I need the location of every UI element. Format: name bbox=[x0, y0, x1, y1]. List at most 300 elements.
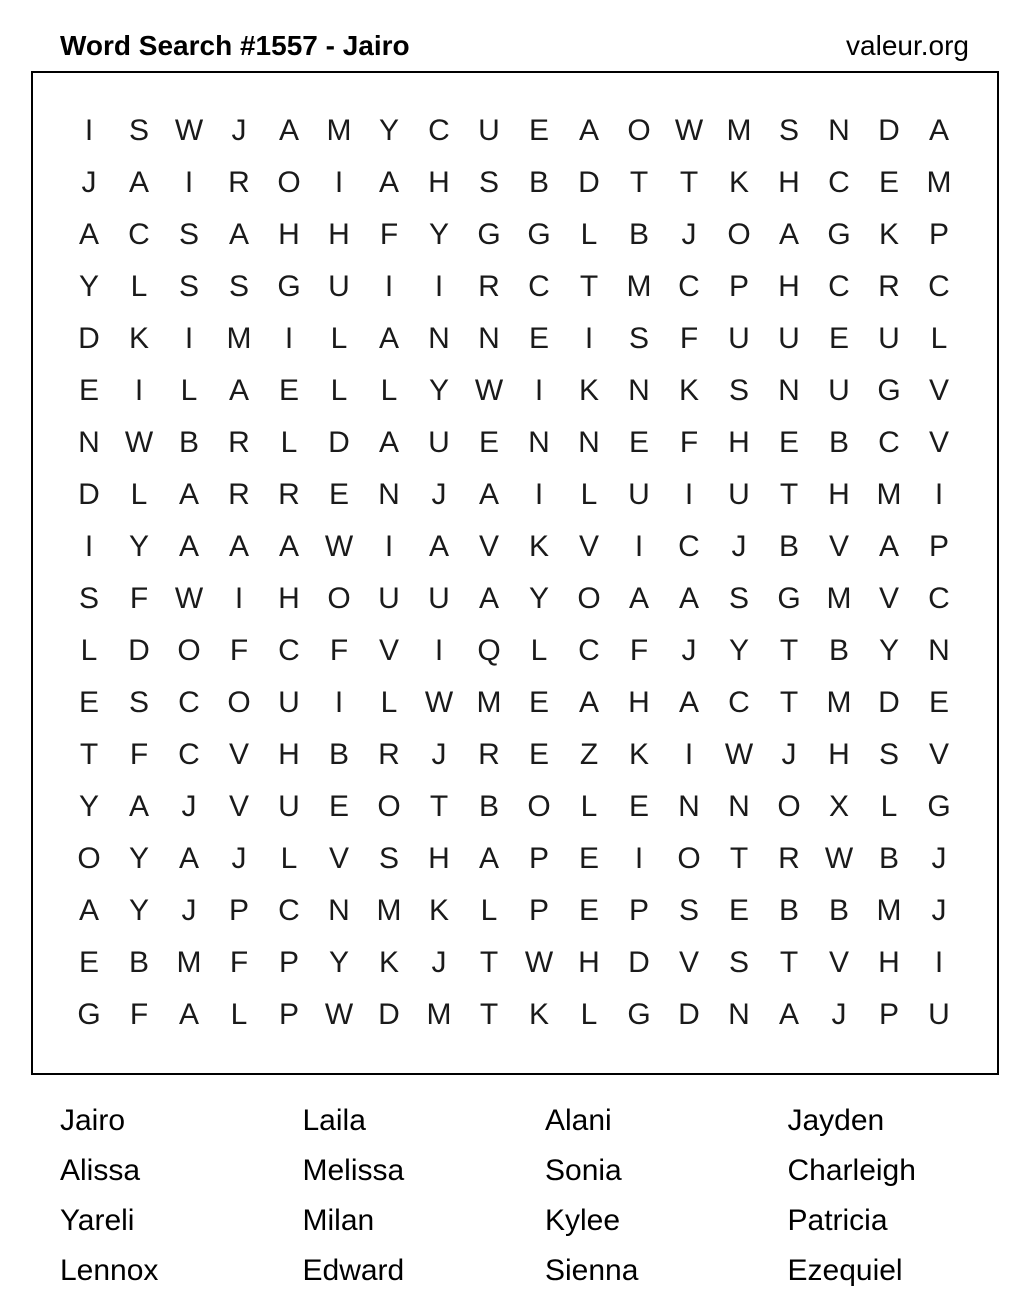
grid-letter[interactable]: U bbox=[328, 270, 350, 303]
grid-letter[interactable]: M bbox=[826, 582, 852, 615]
grid-letter[interactable]: M bbox=[876, 478, 902, 511]
grid-letter[interactable]: U bbox=[878, 322, 900, 355]
grid-letter[interactable]: H bbox=[828, 738, 850, 771]
grid-letter[interactable]: A bbox=[128, 790, 149, 823]
grid-letter[interactable]: Y bbox=[428, 374, 449, 407]
grid-letter[interactable]: E bbox=[928, 686, 949, 719]
grid-letter[interactable]: D bbox=[128, 634, 150, 667]
grid-letter[interactable]: V bbox=[928, 738, 949, 771]
grid-letter[interactable]: A bbox=[128, 166, 149, 199]
grid-letter[interactable]: W bbox=[674, 114, 704, 147]
grid-letter[interactable]: L bbox=[330, 374, 348, 407]
grid-letter[interactable]: M bbox=[376, 894, 402, 927]
grid-letter[interactable]: P bbox=[228, 894, 249, 927]
grid-letter[interactable]: J bbox=[931, 842, 947, 875]
grid-letter[interactable]: L bbox=[280, 426, 298, 459]
grid-letter[interactable]: H bbox=[278, 218, 300, 251]
grid-letter[interactable]: A bbox=[578, 686, 599, 719]
grid-letter[interactable]: R bbox=[228, 166, 250, 199]
grid-letter[interactable]: E bbox=[728, 894, 749, 927]
grid-letter[interactable]: K bbox=[628, 738, 649, 771]
grid-letter[interactable]: I bbox=[634, 842, 644, 875]
grid-letter[interactable]: Y bbox=[728, 634, 749, 667]
grid-letter[interactable]: Y bbox=[128, 842, 149, 875]
grid-letter[interactable]: Q bbox=[477, 634, 501, 667]
grid-letter[interactable]: K bbox=[528, 998, 549, 1031]
grid-letter[interactable]: U bbox=[928, 998, 950, 1031]
grid-letter[interactable]: O bbox=[527, 790, 551, 823]
grid-letter[interactable]: U bbox=[428, 426, 450, 459]
grid-letter[interactable]: C bbox=[678, 530, 700, 563]
grid-letter[interactable]: O bbox=[177, 634, 201, 667]
grid-letter[interactable]: U bbox=[278, 686, 300, 719]
grid-letter[interactable]: Y bbox=[378, 114, 399, 147]
grid-letter[interactable]: T bbox=[779, 478, 799, 511]
grid-letter[interactable]: U bbox=[428, 582, 450, 615]
grid-letter[interactable]: J bbox=[181, 894, 197, 927]
grid-letter[interactable]: A bbox=[678, 582, 699, 615]
grid-letter[interactable]: V bbox=[928, 374, 949, 407]
grid-letter[interactable]: E bbox=[528, 114, 549, 147]
grid-letter[interactable]: A bbox=[178, 998, 199, 1031]
grid-letter[interactable]: B bbox=[328, 738, 349, 771]
grid-letter[interactable]: W bbox=[174, 582, 204, 615]
grid-letter[interactable]: N bbox=[578, 426, 600, 459]
grid-letter[interactable]: S bbox=[128, 114, 149, 147]
grid-letter[interactable]: O bbox=[577, 582, 601, 615]
grid-letter[interactable]: I bbox=[434, 634, 444, 667]
grid-letter[interactable]: M bbox=[826, 686, 852, 719]
grid-letter[interactable]: P bbox=[528, 894, 549, 927]
grid-letter[interactable]: S bbox=[778, 114, 799, 147]
grid-letter[interactable]: C bbox=[128, 218, 150, 251]
grid-letter[interactable]: T bbox=[779, 634, 799, 667]
grid-letter[interactable]: K bbox=[578, 374, 599, 407]
grid-letter[interactable]: L bbox=[580, 998, 598, 1031]
grid-letter[interactable]: S bbox=[878, 738, 899, 771]
grid-letter[interactable]: P bbox=[878, 998, 899, 1031]
grid-letter[interactable]: T bbox=[729, 842, 749, 875]
grid-letter[interactable]: L bbox=[580, 478, 598, 511]
grid-letter[interactable]: T bbox=[779, 686, 799, 719]
grid-letter[interactable]: C bbox=[428, 114, 450, 147]
grid-letter[interactable]: M bbox=[326, 114, 352, 147]
grid-letter[interactable]: N bbox=[778, 374, 800, 407]
grid-letter[interactable]: R bbox=[228, 478, 250, 511]
grid-letter[interactable]: I bbox=[334, 166, 344, 199]
grid-letter[interactable]: D bbox=[78, 478, 100, 511]
grid-letter[interactable]: U bbox=[628, 478, 650, 511]
grid-letter[interactable]: C bbox=[528, 270, 550, 303]
grid-letter[interactable]: S bbox=[178, 218, 199, 251]
grid-letter[interactable]: W bbox=[724, 738, 754, 771]
grid-letter[interactable]: B bbox=[878, 842, 899, 875]
grid-letter[interactable]: V bbox=[828, 946, 849, 979]
grid-letter[interactable]: F bbox=[229, 946, 249, 979]
grid-letter[interactable]: E bbox=[528, 738, 549, 771]
grid-letter[interactable]: A bbox=[428, 530, 449, 563]
grid-letter[interactable]: H bbox=[778, 166, 800, 199]
grid-letter[interactable]: H bbox=[428, 842, 450, 875]
grid-letter[interactable]: S bbox=[228, 270, 249, 303]
grid-letter[interactable]: E bbox=[478, 426, 499, 459]
grid-letter[interactable]: C bbox=[928, 582, 950, 615]
grid-letter[interactable]: R bbox=[878, 270, 900, 303]
grid-letter[interactable]: L bbox=[580, 218, 598, 251]
grid-letter[interactable]: J bbox=[781, 738, 797, 771]
grid-letter[interactable]: K bbox=[378, 946, 399, 979]
grid-letter[interactable]: N bbox=[478, 322, 500, 355]
grid-letter[interactable]: N bbox=[728, 790, 750, 823]
grid-letter[interactable]: B bbox=[828, 634, 849, 667]
grid-letter[interactable]: S bbox=[128, 686, 149, 719]
grid-letter[interactable]: E bbox=[78, 946, 99, 979]
grid-letter[interactable]: G bbox=[277, 270, 301, 303]
grid-letter[interactable]: G bbox=[477, 218, 501, 251]
grid-letter[interactable]: R bbox=[378, 738, 400, 771]
grid-letter[interactable]: A bbox=[378, 426, 399, 459]
grid-letter[interactable]: O bbox=[77, 842, 101, 875]
grid-letter[interactable]: W bbox=[424, 686, 454, 719]
grid-letter[interactable]: T bbox=[779, 946, 799, 979]
grid-letter[interactable]: J bbox=[181, 790, 197, 823]
grid-letter[interactable]: I bbox=[134, 374, 144, 407]
grid-letter[interactable]: E bbox=[828, 322, 849, 355]
grid-letter[interactable]: L bbox=[80, 634, 98, 667]
grid-letter[interactable]: A bbox=[578, 114, 599, 147]
grid-letter[interactable]: I bbox=[534, 478, 544, 511]
grid-letter[interactable]: W bbox=[824, 842, 854, 875]
grid-letter[interactable]: I bbox=[84, 530, 94, 563]
grid-letter[interactable]: F bbox=[229, 634, 249, 667]
grid-letter[interactable]: A bbox=[78, 894, 99, 927]
grid-letter[interactable]: G bbox=[927, 790, 951, 823]
grid-letter[interactable]: I bbox=[234, 582, 244, 615]
grid-letter[interactable]: G bbox=[877, 374, 901, 407]
grid-letter[interactable]: H bbox=[628, 686, 650, 719]
grid-letter[interactable]: I bbox=[934, 478, 944, 511]
grid-letter[interactable]: A bbox=[278, 114, 299, 147]
grid-letter[interactable]: T bbox=[479, 998, 499, 1031]
grid-letter[interactable]: P bbox=[628, 894, 649, 927]
grid-letter[interactable]: U bbox=[728, 322, 750, 355]
grid-letter[interactable]: C bbox=[828, 166, 850, 199]
grid-letter[interactable]: M bbox=[726, 114, 752, 147]
grid-letter[interactable]: T bbox=[579, 270, 599, 303]
grid-letter[interactable]: D bbox=[678, 998, 700, 1031]
grid-letter[interactable]: C bbox=[928, 270, 950, 303]
grid-letter[interactable]: J bbox=[431, 478, 447, 511]
grid-letter[interactable]: G bbox=[827, 218, 851, 251]
grid-letter[interactable]: G bbox=[777, 582, 801, 615]
grid-letter[interactable]: Y bbox=[878, 634, 899, 667]
grid-letter[interactable]: U bbox=[828, 374, 850, 407]
grid-letter[interactable]: A bbox=[78, 218, 99, 251]
grid-letter[interactable]: A bbox=[278, 530, 299, 563]
grid-letter[interactable]: E bbox=[778, 426, 799, 459]
grid-letter[interactable]: J bbox=[731, 530, 747, 563]
grid-letter[interactable]: N bbox=[328, 894, 350, 927]
grid-letter[interactable]: J bbox=[831, 998, 847, 1031]
grid-letter[interactable]: H bbox=[328, 218, 350, 251]
grid-letter[interactable]: K bbox=[128, 322, 149, 355]
grid-letter[interactable]: V bbox=[928, 426, 949, 459]
grid-letter[interactable]: M bbox=[426, 998, 452, 1031]
grid-letter[interactable]: V bbox=[578, 530, 599, 563]
grid-letter[interactable]: F bbox=[129, 998, 149, 1031]
grid-letter[interactable]: R bbox=[478, 738, 500, 771]
grid-letter[interactable]: K bbox=[528, 530, 549, 563]
grid-letter[interactable]: N bbox=[428, 322, 450, 355]
grid-letter[interactable]: H bbox=[278, 582, 300, 615]
grid-letter[interactable]: T bbox=[79, 738, 99, 771]
grid-letter[interactable]: N bbox=[628, 374, 650, 407]
grid-letter[interactable]: D bbox=[378, 998, 400, 1031]
grid-letter[interactable]: M bbox=[476, 686, 502, 719]
grid-letter[interactable]: A bbox=[478, 582, 499, 615]
grid-letter[interactable]: O bbox=[627, 114, 651, 147]
grid-letter[interactable]: S bbox=[78, 582, 99, 615]
grid-letter[interactable]: L bbox=[130, 270, 148, 303]
grid-letter[interactable]: H bbox=[828, 478, 850, 511]
grid-letter[interactable]: W bbox=[324, 998, 354, 1031]
grid-letter[interactable]: S bbox=[178, 270, 199, 303]
grid-letter[interactable]: A bbox=[378, 166, 399, 199]
grid-letter[interactable]: A bbox=[478, 842, 499, 875]
grid-letter[interactable]: A bbox=[178, 530, 199, 563]
grid-letter[interactable]: D bbox=[878, 114, 900, 147]
grid-letter[interactable]: E bbox=[278, 374, 299, 407]
grid-letter[interactable]: I bbox=[184, 166, 194, 199]
grid-letter[interactable]: F bbox=[379, 218, 399, 251]
grid-letter[interactable]: A bbox=[628, 582, 649, 615]
grid-letter[interactable]: P bbox=[278, 946, 299, 979]
grid-letter[interactable]: H bbox=[778, 270, 800, 303]
grid-letter[interactable]: E bbox=[578, 842, 599, 875]
grid-letter[interactable]: L bbox=[530, 634, 548, 667]
grid-letter[interactable]: A bbox=[178, 478, 199, 511]
grid-letter[interactable]: M bbox=[926, 166, 952, 199]
grid-letter[interactable]: M bbox=[626, 270, 652, 303]
grid-letter[interactable]: O bbox=[727, 218, 751, 251]
grid-letter[interactable]: W bbox=[124, 426, 154, 459]
grid-letter[interactable]: Y bbox=[78, 790, 99, 823]
grid-letter[interactable]: O bbox=[777, 790, 801, 823]
grid-letter[interactable]: W bbox=[174, 114, 204, 147]
grid-letter[interactable]: D bbox=[328, 426, 350, 459]
grid-letter[interactable]: W bbox=[324, 530, 354, 563]
grid-letter[interactable]: K bbox=[878, 218, 899, 251]
grid-letter[interactable]: L bbox=[180, 374, 198, 407]
grid-letter[interactable]: G bbox=[77, 998, 101, 1031]
grid-letter[interactable]: C bbox=[678, 270, 700, 303]
grid-letter[interactable]: D bbox=[78, 322, 100, 355]
grid-letter[interactable]: D bbox=[578, 166, 600, 199]
grid-letter[interactable]: W bbox=[474, 374, 504, 407]
grid-letter[interactable]: B bbox=[778, 894, 799, 927]
grid-letter[interactable]: A bbox=[478, 478, 499, 511]
grid-letter[interactable]: A bbox=[228, 530, 249, 563]
grid-letter[interactable]: A bbox=[228, 374, 249, 407]
grid-letter[interactable]: E bbox=[78, 374, 99, 407]
grid-letter[interactable]: A bbox=[778, 998, 799, 1031]
grid-letter[interactable]: P bbox=[728, 270, 749, 303]
grid-letter[interactable]: K bbox=[678, 374, 699, 407]
grid-letter[interactable]: I bbox=[584, 322, 594, 355]
grid-letter[interactable]: F bbox=[679, 322, 699, 355]
grid-letter[interactable]: C bbox=[178, 738, 200, 771]
grid-letter[interactable]: B bbox=[478, 790, 499, 823]
grid-letter[interactable]: S bbox=[728, 374, 749, 407]
grid-letter[interactable]: C bbox=[278, 634, 300, 667]
grid-letter[interactable]: P bbox=[528, 842, 549, 875]
grid-letter[interactable]: B bbox=[128, 946, 149, 979]
grid-letter[interactable]: N bbox=[728, 998, 750, 1031]
grid-letter[interactable]: A bbox=[378, 322, 399, 355]
grid-letter[interactable]: K bbox=[728, 166, 749, 199]
grid-letter[interactable]: N bbox=[528, 426, 550, 459]
grid-letter[interactable]: J bbox=[681, 218, 697, 251]
grid-letter[interactable]: P bbox=[278, 998, 299, 1031]
grid-letter[interactable]: Y bbox=[128, 894, 149, 927]
grid-letter[interactable]: S bbox=[728, 946, 749, 979]
grid-letter[interactable]: Y bbox=[128, 530, 149, 563]
grid-letter[interactable]: L bbox=[230, 998, 248, 1031]
grid-letter[interactable]: N bbox=[928, 634, 950, 667]
grid-letter[interactable]: K bbox=[428, 894, 449, 927]
grid-letter[interactable]: X bbox=[828, 790, 849, 823]
grid-letter[interactable]: C bbox=[578, 634, 600, 667]
grid-letter[interactable]: H bbox=[578, 946, 600, 979]
grid-letter[interactable]: G bbox=[527, 218, 551, 251]
grid-letter[interactable]: M bbox=[876, 894, 902, 927]
grid-letter[interactable]: Y bbox=[528, 582, 549, 615]
grid-letter[interactable]: O bbox=[277, 166, 301, 199]
grid-letter[interactable]: I bbox=[634, 530, 644, 563]
grid-letter[interactable]: C bbox=[878, 426, 900, 459]
grid-letter[interactable]: A bbox=[178, 842, 199, 875]
grid-letter[interactable]: T bbox=[429, 790, 449, 823]
grid-letter[interactable]: J bbox=[931, 894, 947, 927]
grid-letter[interactable]: U bbox=[728, 478, 750, 511]
grid-letter[interactable]: B bbox=[778, 530, 799, 563]
grid-letter[interactable]: G bbox=[627, 998, 651, 1031]
grid-letter[interactable]: N bbox=[78, 426, 100, 459]
grid-letter[interactable]: V bbox=[828, 530, 849, 563]
grid-letter[interactable]: I bbox=[384, 530, 394, 563]
grid-letter[interactable]: N bbox=[678, 790, 700, 823]
grid-letter[interactable]: H bbox=[878, 946, 900, 979]
grid-letter[interactable]: I bbox=[684, 738, 694, 771]
grid-letter[interactable]: E bbox=[328, 478, 349, 511]
grid-letter[interactable]: H bbox=[278, 738, 300, 771]
grid-letter[interactable]: J bbox=[231, 114, 247, 147]
grid-letter[interactable]: F bbox=[129, 582, 149, 615]
grid-letter[interactable]: H bbox=[428, 166, 450, 199]
grid-letter[interactable]: B bbox=[828, 894, 849, 927]
grid-letter[interactable]: O bbox=[377, 790, 401, 823]
grid-letter[interactable]: R bbox=[478, 270, 500, 303]
grid-letter[interactable]: F bbox=[679, 426, 699, 459]
grid-letter[interactable]: J bbox=[81, 166, 97, 199]
grid-letter[interactable]: O bbox=[677, 842, 701, 875]
grid-letter[interactable]: C bbox=[278, 894, 300, 927]
grid-letter[interactable]: F bbox=[629, 634, 649, 667]
grid-letter[interactable]: B bbox=[628, 218, 649, 251]
grid-letter[interactable]: E bbox=[328, 790, 349, 823]
grid-letter[interactable]: J bbox=[681, 634, 697, 667]
grid-letter[interactable]: Y bbox=[328, 946, 349, 979]
grid-letter[interactable]: V bbox=[378, 634, 399, 667]
grid-letter[interactable]: D bbox=[628, 946, 650, 979]
grid-letter[interactable]: I bbox=[384, 270, 394, 303]
grid-letter[interactable]: V bbox=[328, 842, 349, 875]
grid-letter[interactable]: L bbox=[580, 790, 598, 823]
grid-letter[interactable]: E bbox=[528, 686, 549, 719]
grid-letter[interactable]: I bbox=[334, 686, 344, 719]
grid-letter[interactable]: O bbox=[327, 582, 351, 615]
grid-letter[interactable]: A bbox=[678, 686, 699, 719]
grid-letter[interactable]: L bbox=[380, 374, 398, 407]
grid-letter[interactable]: B bbox=[178, 426, 199, 459]
grid-letter[interactable]: I bbox=[934, 946, 944, 979]
grid-letter[interactable]: Y bbox=[78, 270, 99, 303]
grid-letter[interactable]: I bbox=[84, 114, 94, 147]
grid-letter[interactable]: A bbox=[878, 530, 899, 563]
grid-letter[interactable]: A bbox=[778, 218, 799, 251]
grid-letter[interactable]: J bbox=[231, 842, 247, 875]
grid-letter[interactable]: E bbox=[628, 426, 649, 459]
grid-letter[interactable]: S bbox=[678, 894, 699, 927]
grid-letter[interactable]: V bbox=[228, 738, 249, 771]
grid-letter[interactable]: H bbox=[728, 426, 750, 459]
grid-letter[interactable]: U bbox=[378, 582, 400, 615]
grid-letter[interactable]: L bbox=[380, 686, 398, 719]
grid-letter[interactable]: E bbox=[578, 894, 599, 927]
grid-letter[interactable]: M bbox=[226, 322, 252, 355]
grid-letter[interactable]: N bbox=[378, 478, 400, 511]
grid-letter[interactable]: S bbox=[628, 322, 649, 355]
grid-letter[interactable]: N bbox=[828, 114, 850, 147]
grid-letter[interactable]: O bbox=[227, 686, 251, 719]
grid-letter[interactable]: C bbox=[728, 686, 750, 719]
grid-letter[interactable]: C bbox=[828, 270, 850, 303]
grid-letter[interactable]: U bbox=[778, 322, 800, 355]
grid-letter[interactable]: S bbox=[728, 582, 749, 615]
grid-letter[interactable]: E bbox=[528, 322, 549, 355]
grid-letter[interactable]: R bbox=[778, 842, 800, 875]
grid-letter[interactable]: Y bbox=[428, 218, 449, 251]
grid-letter[interactable]: I bbox=[184, 322, 194, 355]
grid-letter[interactable]: T bbox=[479, 946, 499, 979]
grid-letter[interactable]: A bbox=[228, 218, 249, 251]
grid-letter[interactable]: L bbox=[280, 842, 298, 875]
grid-letter[interactable]: J bbox=[431, 946, 447, 979]
grid-letter[interactable]: Z bbox=[579, 738, 599, 771]
grid-letter[interactable]: S bbox=[378, 842, 399, 875]
grid-letter[interactable]: F bbox=[329, 634, 349, 667]
grid-letter[interactable]: I bbox=[434, 270, 444, 303]
grid-letter[interactable]: E bbox=[78, 686, 99, 719]
grid-letter[interactable]: V bbox=[678, 946, 699, 979]
grid-letter[interactable]: I bbox=[284, 322, 294, 355]
grid-letter[interactable]: V bbox=[878, 582, 899, 615]
grid-letter[interactable]: V bbox=[478, 530, 499, 563]
grid-letter[interactable]: V bbox=[228, 790, 249, 823]
grid-letter[interactable]: W bbox=[524, 946, 554, 979]
grid-letter[interactable]: A bbox=[928, 114, 949, 147]
grid-letter[interactable]: C bbox=[178, 686, 200, 719]
